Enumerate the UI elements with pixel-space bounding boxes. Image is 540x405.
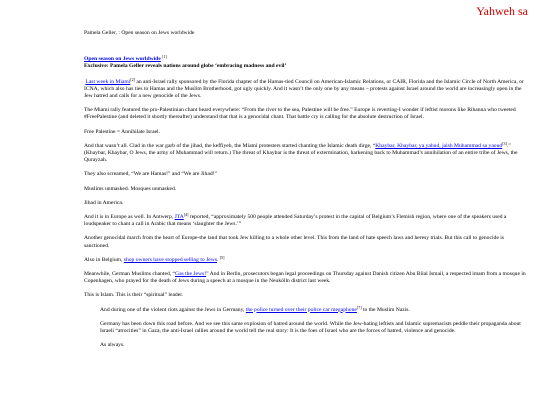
blockquote-paragraph: As always. [100,342,125,349]
article-title-link[interactable]: Open season on Jews worldwide [84,56,161,63]
paragraph: Jihad in America. [84,199,124,206]
article-subtitle: Exclusive: Pamela Geller reveals nations around globe ‘embracing madness and evil’ [84,63,287,70]
footnote-ref: [4] [183,212,189,218]
paragraph: Muslims unmasked. Mosques unmasked. [84,185,177,192]
gas-the-jews-link[interactable]: Gas the Jews! [175,271,207,278]
footnote-ref: [7] [356,304,362,310]
site-name: Yahweh sa [476,4,528,18]
belgium-shops-link[interactable]: shop owners have stopped selling to Jews [123,256,217,263]
paragraph: This is Islam. This is their “spiritual” leader. [84,292,184,299]
article-title-block [84,56,528,70]
footnote-ref: [1] [162,54,167,60]
footnote-ref: [3] [502,140,507,146]
paragraph: Also in Belgium, shop owners have stopped selling to Jews. [5] [84,254,225,263]
paragraph: And it is in Europe as well. In Antwerp, JTA[4] reported, “approximately 500 people attended Saturday’s protest in the capital of Belgium’s Flemish region, where one of the speakers used a loudspeaker to chant a call in Arabic that means ‘slaughter the Jews.’” [84,212,507,228]
article [84,30,528,356]
paragraph: Free Palestine = Annihilate Israel. [84,128,161,135]
footnote-ref: [2] [130,76,135,82]
footnote-ref: [5] [219,254,225,260]
paragraph: Meanwhile, German Muslims chanted, “Gas the Jews!” And in Berlin, prosecutors began legal proceedings on Thursday against Danish citizen Abu Bilal Ismail, a respected imam from a mosque in Copenhagen, who prayed for the death of Jews during a speech at a mosque in the Neukölln district last week. [84,271,526,285]
paragraph: They also screamed, “We are Hamas!” and “We are Jihad!” [84,171,217,178]
page-header: Pamela Geller, : Open season on Jews worldwide [84,30,195,36]
khaybar-link[interactable]: Khaybar, Khaybar, ya yahud, jaish Muhammad sa yaoud [375,142,503,149]
paragraph: And that wasn’t all. Clad in the war garb of the jihad, the keffiyeh, the Miami protesters started chanting the Islamic death dirge, “Khaybar, Khaybar, ya yahud, jaish Muhammad sa yaoud[3].” (Khaybar, Khaybar, O Jews, the army of Muhammad will return.) The threat of Khaybar is the threat of extermination, harkening back to Muhammad’s annihilation of an entire tribe of Jews, the Qurayzah. [84,140,518,164]
jta-link[interactable]: JTA [174,214,184,221]
paragraph: The Miami rally featured the pro-Palestinian chant heard everywhere: “From the river to the sea, Palestine will be free.” Europe is reverting-I wonder if leftist morons like Rihanna who tweeted #FreePalestine (and deleted it shortly thereafter) understand that that is a genocidal chant. That battle cry is calling for the absolute destruction of Israel. [84,107,516,121]
police-megaphone-link[interactable]: the police turned over their police car megaphone [245,306,357,313]
paragraph: Last week in Miami[2] an anti-Israel rally sponsored by the Florida chapter of the Hamas-tied Council on American-Islamic Relations, or CAIR, Florida and the Islamic Circle of North America, or ICNA, which also has ties to Hamas and the Muslim Brotherhood, got ugly quickly. And it wasn’t the only one by any means – protests against Israel around the world are increasingly open in the Jew hatred and calls for a new genocide of the Jews. [84,76,524,100]
blockquote-paragraph: Germany has been down this road before. And we see this same explosion of hatred around the world. While the Jew-hating leftists and Islamic supremacists peddle their propaganda about Israeli “atrocities” in Gaza, the anti-Israel rallies around the world tell the real story: It is the foes of Israel who are the forces of hatred, violence and genocide. [100,320,521,335]
blockquote-paragraph: And during one of the violent riots against the Jews in Germany, the police turned over their police car megaphone[7] to the Muslim Nazis. [100,304,410,313]
paragraph: Another genocidal march from the heart of Europe-the land that took Jew killing to a whole other level. This from the land of hate speech laws and heresy trials. But this call to genocide is sanctioned. [84,235,504,249]
miami-link[interactable]: Last week in Miami [85,78,131,85]
